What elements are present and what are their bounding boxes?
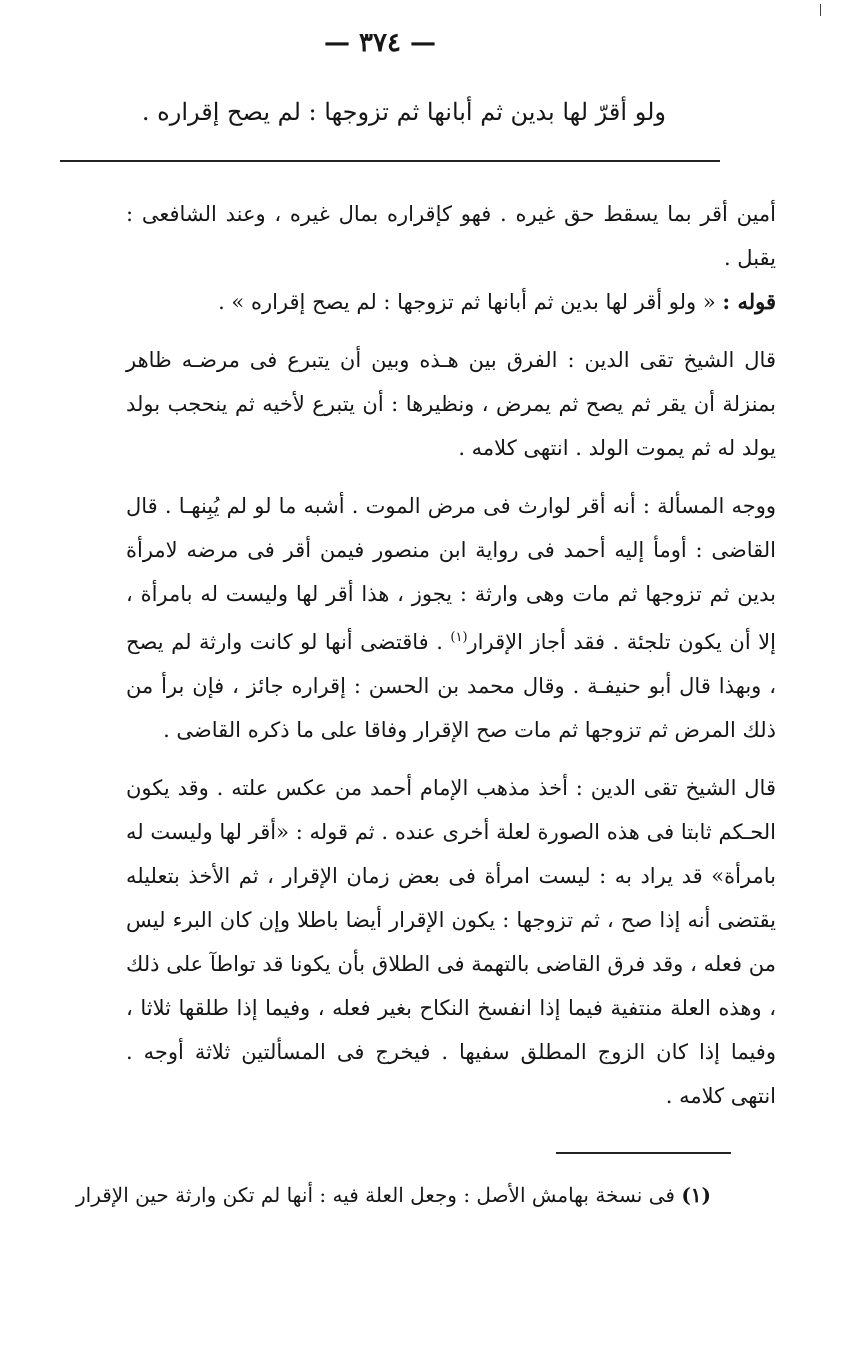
footnote-reference: (١): [450, 630, 468, 645]
paragraph-4-end: . فاقتضى أنها لو كانت وارثة لم يصح ، وبهذا قال أبو حنيفـة . وقال محمد بن الحسن : إقراره جائز ، فإن برأ من ذلك المرض ثم تزوجها ثم مات صح الإقرار وفاقا على ما ذكره القاضى .: [126, 630, 776, 742]
footnote-number: (١): [681, 1183, 711, 1207]
paragraph-5: قال الشيخ تقى الدين : أخذ مذهب الإمام أحمد من عكس علته . وقد يكون الحـكم ثابتا فى هذه الصورة لعلة أخرى عنده . ثم قوله : «أقر لها وليست له بامرأة» قد يراد به : ليست امرأة فى بعض زمان الإقرار ، ثم الأخذ بتعليله يقتضى أنه إذا صح ، ثم تزوجها : يكون الإقرار أيضا باطلا وإن كان البرء ليس من فعله ، وقد فرق القاضى بالتهمة فى الطلاق بأن يكونا قد تواطآ على ذلك ، وهذه العلة منتفية فيما إذا انفسخ النكاح بغير فعله ، وفيما إذا طلقها ثلاثا ، وفيما إذا كان الزوج المطلق سفيها . فيخرج فى المسألتين ثلاثة أوجه . انتهى كلامه .: [126, 776, 776, 1108]
margin-mark: [820, 4, 821, 16]
footnote-text: فى نسخة بهامش الأصل : وجعل العلة فيه : أنها لم تكن وارثة حين الإقرار: [76, 1183, 682, 1207]
commentary-body: [126, 192, 776, 1118]
paragraph-3: قال الشيخ تقى الدين : الفرق بين هـذه وبين أن يتبرع فى مرضـه ظاهر بمنزلة أن يقر ثم يصح ثم يمرض ، ونظيرها : أن يتبرع لأخيه ثم ينحجب بولد يولد له ثم يموت الولد . انتهى كلامه .: [126, 348, 776, 460]
page-number: — ٣٧٤ —: [323, 28, 437, 58]
paragraph-1: أمين أقر بما يسقط حق غيره . فهو كإقراره بمال غيره ، وعند الشافعى : يقبل .: [126, 202, 776, 270]
footnote: [71, 1178, 711, 1212]
paragraph-4: [126, 484, 776, 752]
footnote-divider: [556, 1152, 731, 1154]
quoted-matn: « ولو أقر لها بدين ثم أبانها ثم تزوجها : لم يصح إقراره » .: [218, 290, 723, 314]
paragraph-4-start: ووجه المسألة : أنه أقر لوارث فى مرض الموت . أشبه ما لو لم يُبِنهـا . قال القاضى : أومأ إليه أحمد فى رواية ابن منصور فيمن أقر فى مرضه لامرأة بدين ثم تزوجها ثم مات وهى وارثة : يجوز ، هذا أقر لها وليست له بامرأة ، إلا أن يكون تلجئة . فقد أجاز الإقرار: [126, 494, 776, 654]
header-divider: [60, 160, 720, 162]
qawluhu-lead: قوله :: [722, 289, 776, 314]
matn-heading: ولو أقرّ لها بدين ثم أبانها ثم تزوجها : لم يصح إقراره .: [141, 98, 666, 126]
paragraph-2: [126, 280, 776, 324]
